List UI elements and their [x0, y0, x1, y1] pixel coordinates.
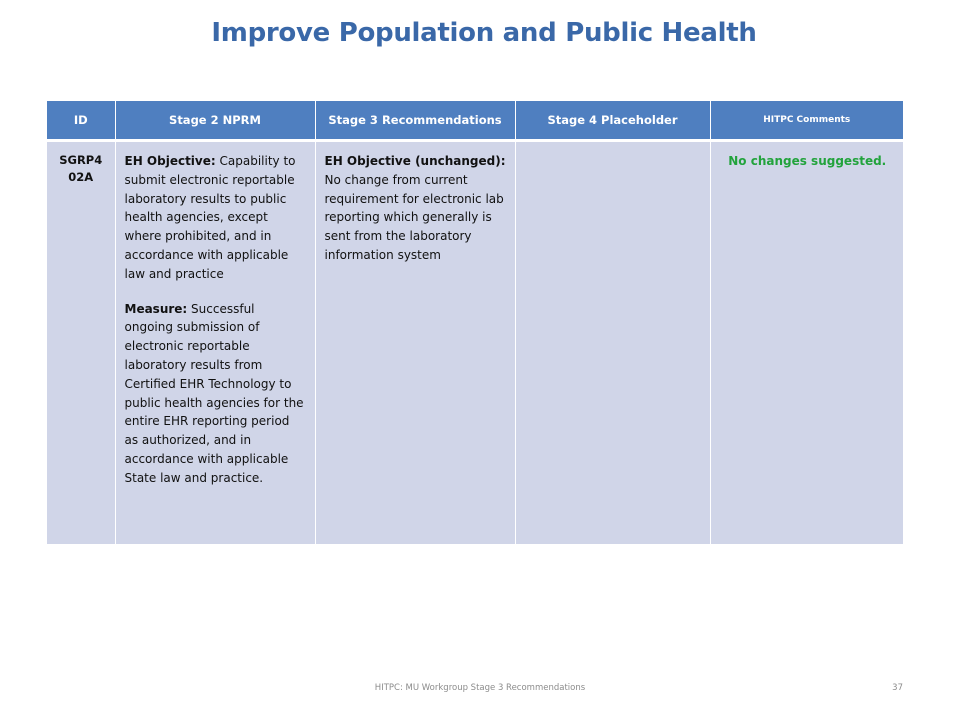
stage2-objective-label: EH Objective: [124, 154, 216, 168]
recommendations-table [47, 101, 903, 544]
header-hitpc-comments: HITPC Comments [710, 101, 903, 141]
header-stage3-recommendations: Stage 3 Recommendations [315, 101, 515, 141]
stage2-objective-text: Capability to submit electronic reportable laboratory results to public health agencies, except where prohibited, and in accordance with applicable law and practice [124, 154, 296, 281]
stage2-measure-label: Measure: [124, 301, 188, 316]
cell-hitpc-comments [710, 141, 903, 545]
cell-stage2-nprm [115, 141, 315, 545]
table-row [47, 141, 903, 545]
header-stage2-nprm: Stage 2 NPRM [115, 101, 315, 141]
stage2-measure [125, 300, 307, 488]
cell-stage3-recommendations [315, 141, 515, 545]
stage3-objective-text: No change from current requirement for electronic lab reporting which generally is sent from the laboratory information system [324, 172, 504, 262]
page-number: 37 [892, 683, 903, 693]
stage3-objective [325, 152, 507, 265]
stage2-measure-text: Successful ongoing submission of electronic reportable laboratory results from Certified EHR Technology to public health agencies for the entire EHR reporting period as authorized, and in accordance with applicable State law and practice. [124, 301, 304, 485]
page-title: Improve Population and Public Health [211, 18, 757, 48]
stage3-objective-label: EH Objective (unchanged): [324, 154, 506, 168]
comments-text: No changes suggested. [728, 154, 887, 168]
cell-stage4-placeholder [515, 141, 710, 545]
table-header-row [47, 101, 903, 141]
recommendations-table-container [47, 101, 903, 544]
footer-text: HITPC: MU Workgroup Stage 3 Recommendations [374, 683, 586, 693]
row-id-text: SGRP4 02A [59, 153, 103, 184]
header-stage4-placeholder: Stage 4 Placeholder [515, 101, 710, 141]
stage2-objective [125, 152, 307, 284]
cell-id [47, 141, 115, 545]
header-id: ID [47, 101, 115, 141]
